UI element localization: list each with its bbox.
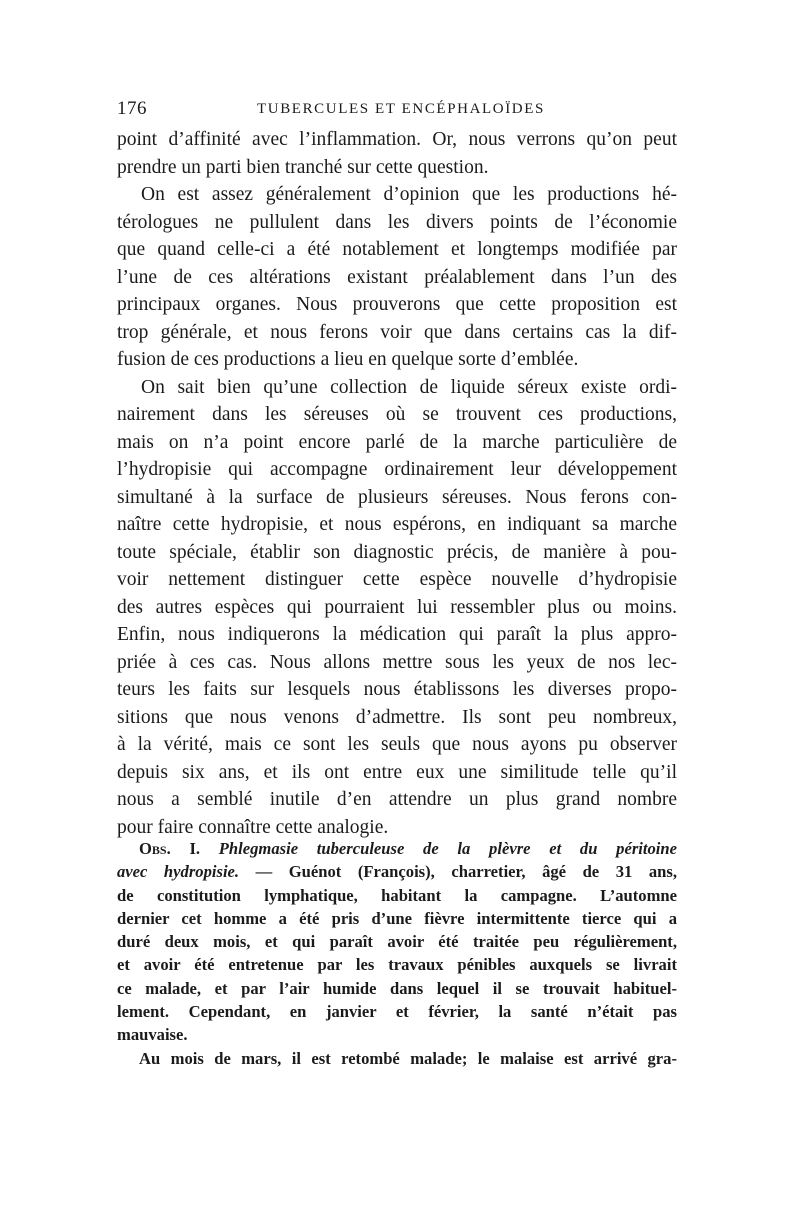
text-line: voir nettement distinguer cette espèce nouvelle d’hydropisie: [117, 569, 677, 590]
text-line: priée à ces cas. Nous allons mettre sous les yeux de nos lec-: [117, 651, 677, 673]
text-line: térologues ne pullulent dans les divers points de l’économie: [117, 211, 677, 233]
running-title: TUBERCULES ET ENCÉPHALOÏDES: [257, 101, 545, 117]
observation-label: Obs. I.: [139, 839, 201, 858]
text-line: ce malade, et par l’air humide dans lequel il se trouvait habituel-: [117, 978, 677, 998]
text-line: trop générale, et nous ferons voir que dans certains cas la dif-: [117, 321, 677, 343]
observation-title: Phlegmasie tuberculeuse de la plèvre et du péritoine: [218, 839, 677, 858]
observation-title-continued: avec hydropisie.: [117, 862, 240, 882]
text-line: lement. Cependant, en janvier et février, la santé n’était pas: [117, 1002, 677, 1022]
text-line: point d’affinité avec l’inflammation. Or, nous verrons qu’on peut: [117, 129, 677, 150]
text-line: nous a semblé inutile d’en attendre un plus grand nombre: [117, 789, 677, 810]
text-line: teurs les faits sur lesquels nous établissons les diverses propo-: [117, 679, 677, 700]
text-line: On sait bien qu’une collection de liquide séreux existe ordi-: [141, 376, 677, 398]
text-line: toute spéciale, établir son diagnostic précis, de manière à pou-: [117, 541, 677, 563]
text-line: [117, 860, 677, 883]
text-line: Enfin, nous indiquerons la médication qui paraît la plus appro-: [117, 624, 677, 645]
text-line: à la vérité, mais ce sont les seuls que nous ayons pu observer: [117, 734, 677, 755]
observation-intro: — Guénot (François), charretier, âgé de 31 ans,: [239, 862, 677, 882]
text-line: mauvaise.: [117, 1025, 188, 1045]
page-number: 176: [117, 98, 147, 119]
text-line: duré deux mois, et qui paraît avoir été traitée peu régulièrement,: [117, 932, 677, 952]
text-line: principaux organes. Nous prouverons que cette proposition est: [117, 294, 677, 315]
text-line: mais on n’a point encore parlé de la marche particulière de: [117, 431, 677, 453]
text-line: des autres espèces qui pourraient lui ressembler plus ou moins.: [117, 596, 677, 618]
main-text: [117, 126, 677, 841]
text-line: Au mois de mars, il est retombé malade; le malaise est arrivé gra-: [139, 1048, 677, 1068]
text-line: l’une de ces altérations existant préalablement dans l’un des: [117, 266, 677, 288]
text-line: sitions que nous venons d’admettre. Ils sont peu nombreux,: [117, 706, 677, 728]
observation-heading: [117, 837, 677, 860]
text-line: naître cette hydropisie, et nous espérons, en indiquant sa marche: [117, 514, 677, 535]
text-line: que quand celle-ci a été notablement et longtemps modifiée par: [117, 239, 677, 260]
text-line: prendre un parti bien tranché sur cette question.: [117, 156, 489, 178]
text-line: pour faire connaître cette analogie.: [117, 816, 389, 838]
text-line: fusion de ces productions a lieu en quelque sorte d’emblée.: [117, 349, 579, 370]
text-line: dernier cet homme a été pris d’une fièvre intermittente tierce qui a: [117, 908, 677, 928]
page-header: [117, 98, 677, 122]
observation-section: [117, 837, 677, 1070]
text-line: nairement dans les séreuses où se trouvent ces productions,: [117, 404, 677, 425]
text-line: et avoir été entretenue par les travaux pénibles auxquels se livrait: [117, 955, 677, 975]
text-line: de constitution lymphatique, habitant la campagne. L’automne: [117, 885, 677, 905]
text-line: On est assez généralement d’opinion que les productions hé-: [141, 184, 677, 205]
text-line: depuis six ans, et ils ont entre eux une similitude telle qu’il: [117, 761, 677, 783]
text-line: simultané à la surface de plusieurs séreuses. Nous ferons con-: [117, 486, 677, 508]
text-line: l’hydropisie qui accompagne ordinairement leur développement: [117, 459, 677, 480]
